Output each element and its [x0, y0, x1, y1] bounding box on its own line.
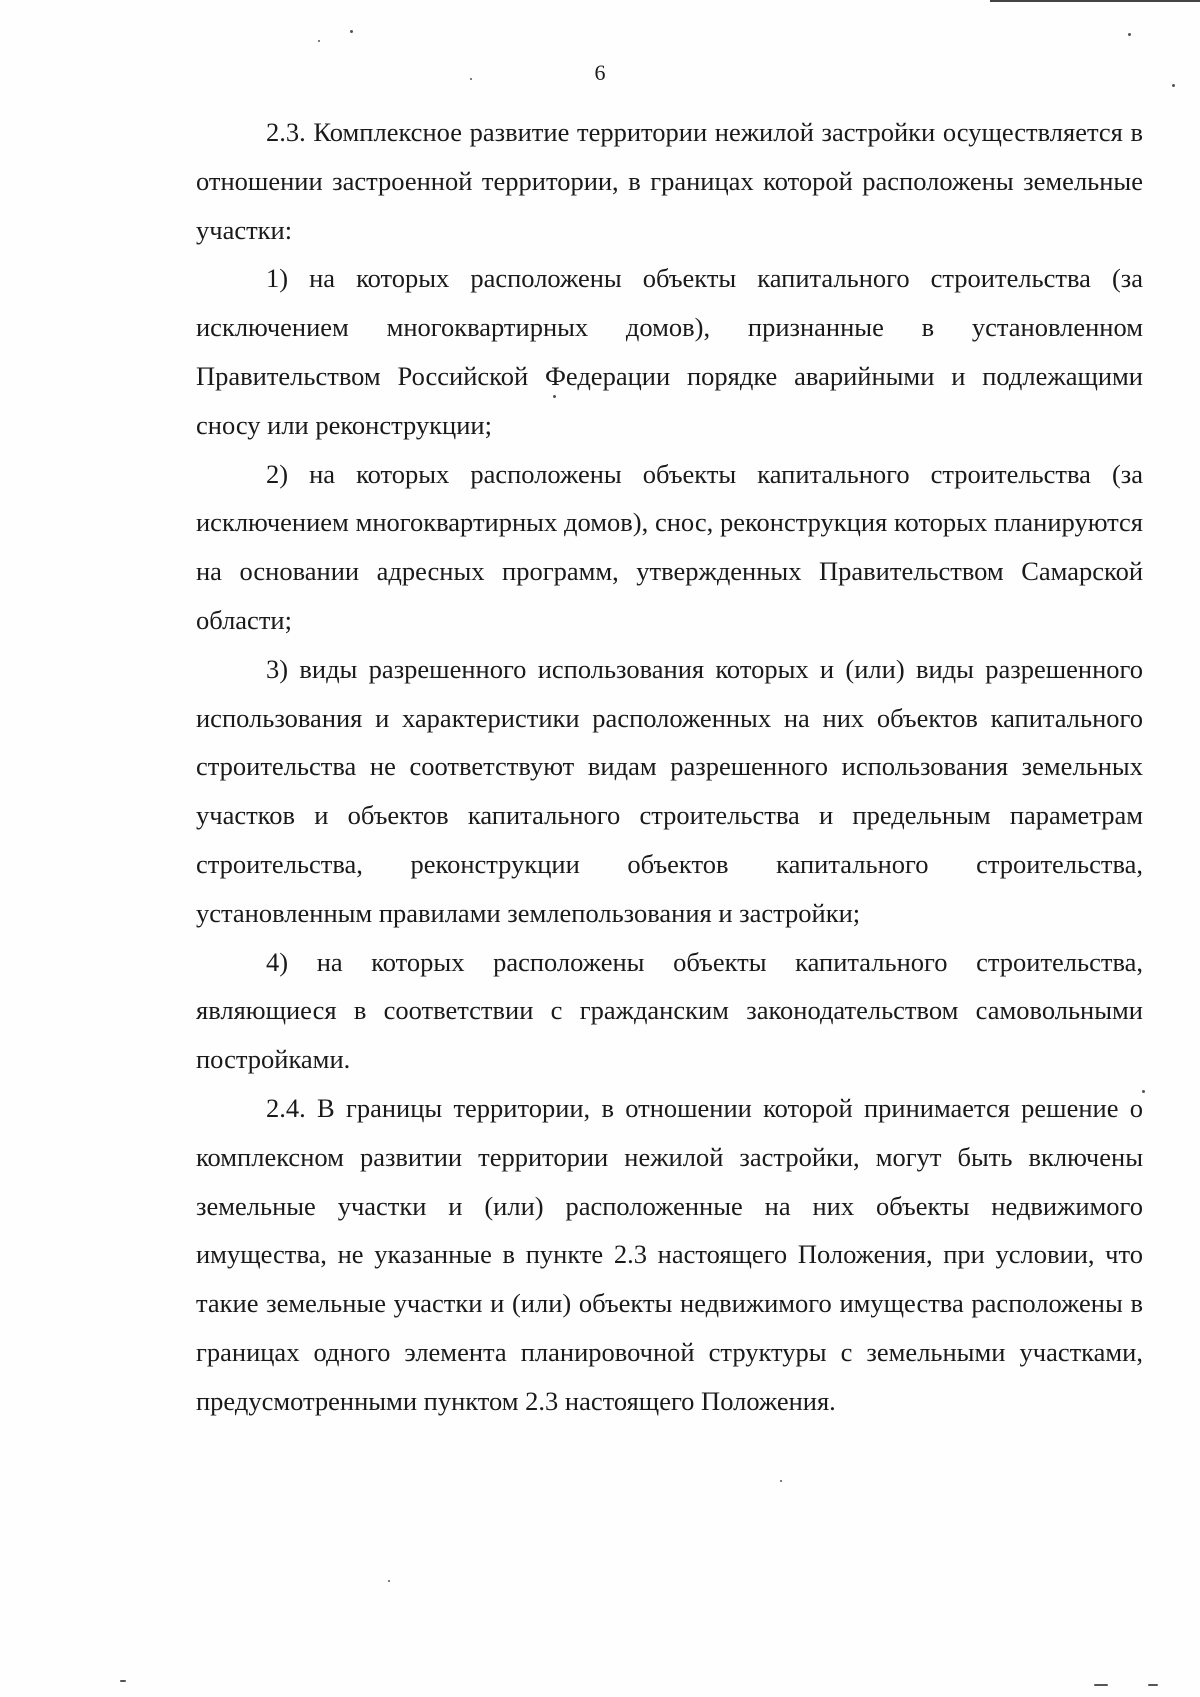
scan-speck: [1128, 33, 1131, 36]
paragraph-item-2: 2) на которых расположены объекты капитального строительства (за исключением многоквартирных домов), снос, реконструкция которых планируются на основании адресных программ, утвержденных Правительством Самарской области;: [196, 458, 1143, 635]
scan-speck: [350, 30, 353, 33]
paragraph-2-3: 2.3. Комплексное развитие территории нежилой застройки осуществляется в отношении застроенной территории, в границах которой расположены земельные участки:: [196, 117, 1143, 245]
paragraph-2-4: 2.4. В границы территории, в отношении которой принимается решение о комплексном развитии территории нежилой застройки, могут быть включены земельные участки и (или) расположенные на них объекты недвижимого имущества, не указанные в пункте 2.3 настоящего Положения, при условии, что такие земельные участки и (или) объекты недвижимого имущества расположены в границах одного элемента планировочной структуры с земельными участками, предусмотренными пунктом 2.3 настоящего Положения.: [196, 1092, 1143, 1416]
scan-speck: [120, 1680, 126, 1682]
scan-speck: [318, 40, 320, 42]
paragraph-item-4: 4) на которых расположены объекты капитального строительства, являющиеся в соответствии с гражданским законодательством самовольными постройками.: [196, 946, 1143, 1075]
paragraph-item-3: 3) виды разрешенного использования которых и (или) виды разрешенного использования и характеристики расположенных на них объектов капитального строительства не соответствуют видам разрешенного использования земельных участков и объектов капитального строительства и предельным параметрам строительства, реконструкции объектов капитального строительства, установленным правилами землепользования и застройки;: [196, 653, 1143, 928]
scan-speck: [1094, 1684, 1108, 1686]
scan-speck: [1148, 1684, 1158, 1686]
paragraph-item-1: 1) на которых расположены объекты капитального строительства (за исключением многоквартирных домов), признанные в установленном Правительством Российской Федерации порядке аварийными и подлежащими сносу или реконструкции;: [196, 263, 1143, 440]
document-body: [196, 108, 1143, 1426]
page-number: 6: [594, 60, 606, 85]
top-edge-rule: [990, 0, 1200, 2]
scan-speck: [388, 1580, 390, 1582]
scan-speck: [780, 1480, 782, 1482]
